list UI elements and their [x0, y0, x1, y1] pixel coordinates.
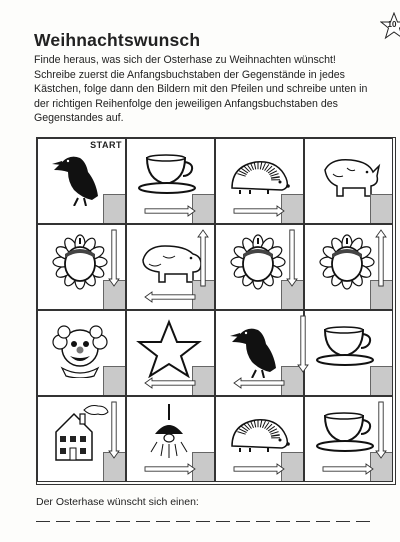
- answer-blank[interactable]: [256, 520, 270, 522]
- answer-blank[interactable]: [296, 520, 310, 522]
- path-arrow: [109, 402, 119, 458]
- path-arrow: [234, 206, 284, 216]
- instructions-text: Finde heraus, was sich der Osterhase zu Weihnachten wünscht! Schreibe zuerst die Anfangsbuchstaben der Gegenstände in jedes Kästchen, folge dann den Bildern mit den Pfeilen und schreibe unten in der richtigen Reihenfolge den jeweiligen Anfangsbuchstaben des Gegenstandes auf.: [34, 54, 368, 125]
- path-arrow: [323, 464, 373, 474]
- page-number-badge: [380, 12, 400, 40]
- answer-blank[interactable]: [116, 520, 130, 522]
- page-title: Weihnachtswunsch: [34, 30, 201, 50]
- path-arrow: [145, 378, 195, 388]
- answer-blank[interactable]: [196, 520, 210, 522]
- answer-blank[interactable]: [136, 520, 150, 522]
- path-arrow: [376, 230, 386, 286]
- answer-blank[interactable]: [156, 520, 170, 522]
- answer-blank[interactable]: [356, 520, 370, 522]
- page-number: 10: [387, 20, 397, 29]
- answer-blanks: [36, 520, 370, 522]
- answer-blank[interactable]: [96, 520, 110, 522]
- answer-blank[interactable]: [176, 520, 190, 522]
- answer-blank[interactable]: [336, 520, 350, 522]
- start-label: START: [90, 140, 122, 150]
- path-arrow: [145, 464, 195, 474]
- path-arrow: [145, 292, 195, 302]
- path-arrows: [37, 138, 397, 486]
- path-arrow: [287, 230, 297, 286]
- path-arrow: [376, 402, 386, 458]
- path-arrow: [198, 230, 208, 286]
- answer-label: Der Osterhase wünscht sich einen:: [36, 496, 199, 508]
- answer-blank[interactable]: [236, 520, 250, 522]
- answer-blank[interactable]: [76, 520, 90, 522]
- answer-blank[interactable]: [56, 520, 70, 522]
- path-arrow: [109, 230, 119, 286]
- puzzle-grid: [36, 137, 396, 485]
- path-arrow: [234, 464, 284, 474]
- answer-blank[interactable]: [36, 520, 50, 522]
- answer-blank[interactable]: [316, 520, 330, 522]
- path-arrow: [234, 378, 284, 388]
- answer-blank[interactable]: [216, 520, 230, 522]
- path-arrow: [298, 316, 308, 372]
- path-arrow: [145, 206, 195, 216]
- answer-blank[interactable]: [276, 520, 290, 522]
